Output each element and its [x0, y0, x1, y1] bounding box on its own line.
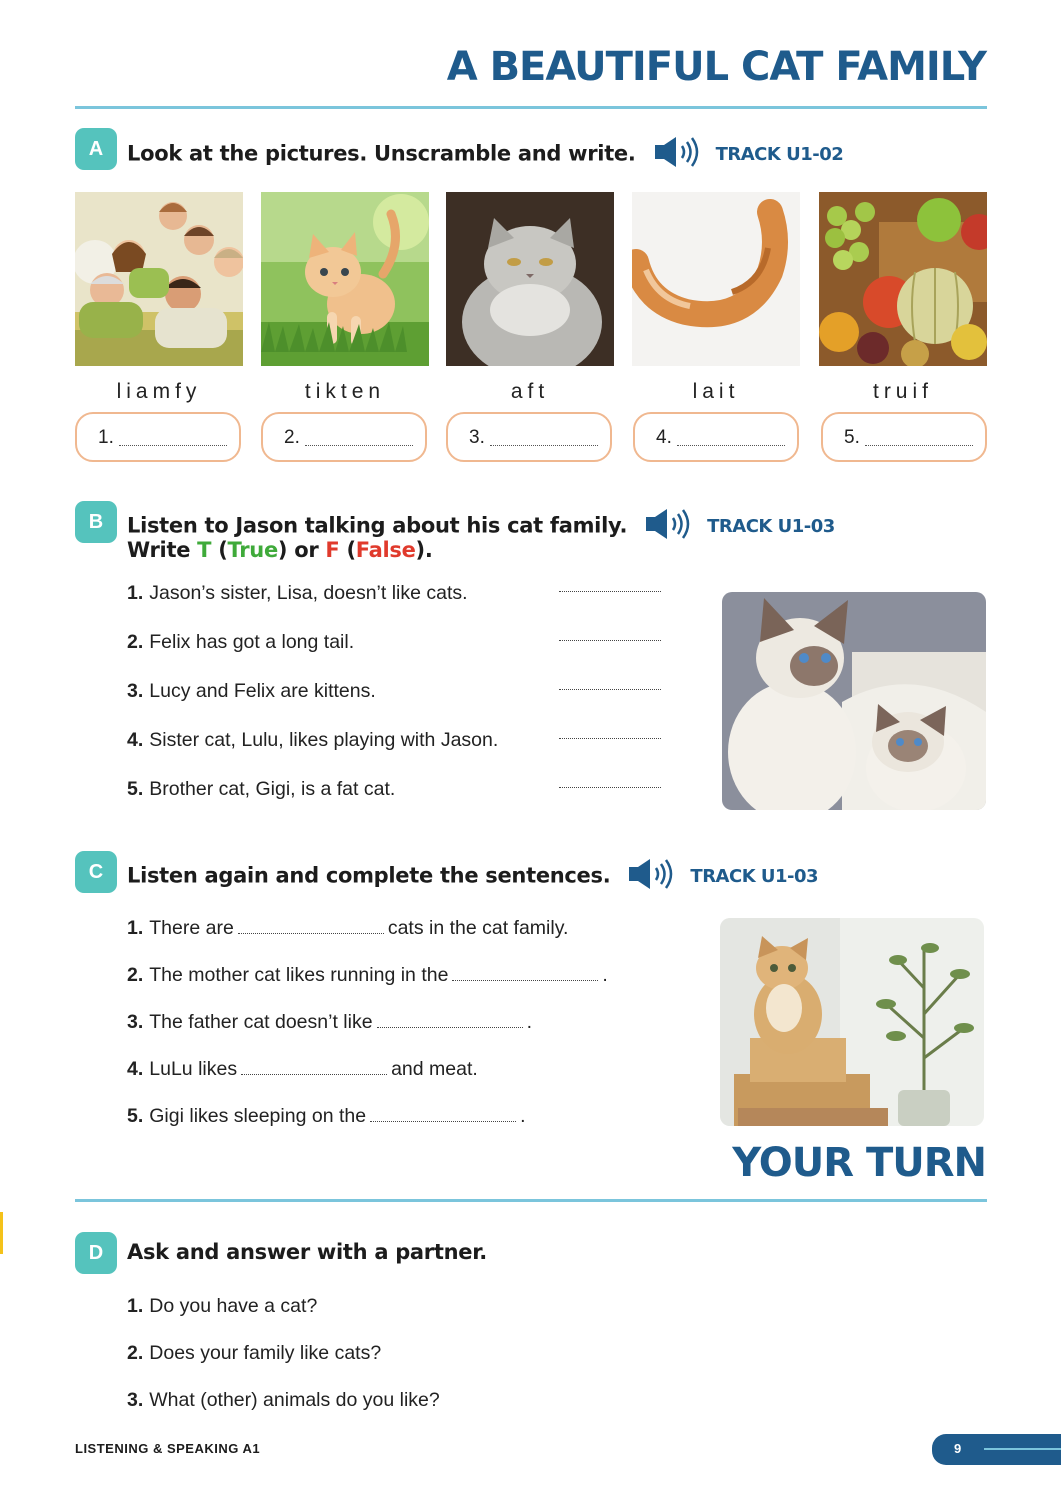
tf-answer-line-3[interactable]	[559, 689, 661, 690]
answer-blank[interactable]	[119, 445, 227, 446]
item-text: Do you have a cat?	[149, 1295, 318, 1317]
item-text: Brother cat, Gigi, is a fat cat.	[149, 778, 396, 800]
title-divider	[75, 106, 987, 109]
item-text-before: The father cat doesn’t like	[149, 1011, 373, 1033]
complete-item-3	[127, 1011, 532, 1034]
section-b-badge: B	[75, 501, 117, 543]
section-b-instruction-text: Listen to Jason talking about his cat family.	[127, 513, 628, 538]
section-a-badge: A	[75, 128, 117, 170]
item-number: 5.	[127, 1105, 144, 1127]
item-number: 5.	[127, 778, 144, 800]
scrambled-word-4: lait	[692, 380, 740, 403]
footer-book-title: LISTENING & SPEAKING A1	[75, 1441, 261, 1456]
scrambled-word-5: truif	[872, 380, 933, 403]
kitten-photo	[261, 192, 429, 366]
answer-number: 1.	[98, 427, 114, 448]
page-number-tab	[932, 1434, 1061, 1465]
speaker-icon[interactable]	[627, 858, 679, 895]
scrambled-word-1: liamfy	[116, 380, 202, 403]
speaker-icon[interactable]	[644, 508, 696, 545]
answer-blank[interactable]	[865, 445, 973, 446]
item-number: 2.	[127, 631, 144, 653]
section-a-instruction-text: Look at the pictures. Unscramble and write.	[127, 141, 636, 166]
sentence-blank[interactable]	[238, 933, 384, 934]
section-d-badge: D	[75, 1232, 117, 1274]
page-number: 9	[954, 1441, 962, 1456]
item-text-after: .	[602, 964, 608, 986]
fruit-basket-photo	[819, 192, 987, 366]
cat-tail-photo	[632, 192, 800, 366]
item-number: 1.	[127, 917, 144, 939]
fat-cat-photo	[446, 192, 614, 366]
item-number: 1.	[127, 1295, 144, 1317]
your-turn-divider	[75, 1199, 987, 1202]
section-c-instruction-text: Listen again and complete the sentences.	[127, 863, 611, 888]
scrambled-word-2: tikten	[304, 380, 386, 403]
item-text-before: Gigi likes sleeping on the	[149, 1105, 367, 1127]
tf-item-1	[127, 582, 468, 605]
speaker-icon[interactable]	[653, 136, 705, 173]
family-photo	[75, 192, 243, 366]
question-item-1	[127, 1295, 317, 1318]
answer-number: 2.	[284, 427, 300, 448]
item-text-after: .	[520, 1105, 526, 1127]
answer-blank[interactable]	[305, 445, 413, 446]
item-text: Does your family like cats?	[149, 1342, 382, 1364]
sentence-blank[interactable]	[241, 1074, 387, 1075]
item-text-after: and meat.	[391, 1058, 478, 1080]
page-title: A BEAUTIFUL CAT FAMILY	[446, 44, 986, 90]
tf-item-2	[127, 631, 354, 654]
tf-item-4	[127, 729, 498, 752]
answer-box-2[interactable]	[261, 412, 427, 462]
section-c-track: TRACK U1-03	[690, 866, 819, 887]
item-text: Sister cat, Lulu, likes playing with Jason.	[149, 729, 499, 751]
question-item-2	[127, 1342, 381, 1365]
item-number: 2.	[127, 1342, 144, 1364]
item-text-before: There are	[149, 917, 234, 939]
item-number: 4.	[127, 1058, 144, 1080]
tf-item-5	[127, 778, 395, 801]
answer-box-5[interactable]	[821, 412, 987, 462]
section-c-badge: C	[75, 851, 117, 893]
picture-row	[75, 192, 987, 366]
section-b-subinstruction: Write T (True) or F (False).	[127, 538, 433, 562]
item-text-after: .	[526, 1011, 532, 1033]
scrambled-word-3: aft	[510, 380, 550, 403]
true-word: True	[227, 538, 278, 562]
complete-item-5	[127, 1105, 525, 1128]
sentence-blank[interactable]	[452, 980, 598, 981]
answer-blank[interactable]	[490, 445, 598, 446]
item-text-before: The mother cat likes running in the	[149, 964, 449, 986]
answer-box-4[interactable]	[633, 412, 799, 462]
two-cats-photo	[722, 592, 986, 810]
or-label: or	[294, 538, 319, 562]
section-a-track: TRACK U1-02	[715, 144, 844, 165]
false-letter: F	[325, 538, 340, 562]
question-item-3	[127, 1389, 440, 1412]
true-letter: T	[197, 538, 212, 562]
your-turn-heading: YOUR TURN	[732, 1140, 986, 1186]
section-c-instruction	[127, 858, 818, 895]
item-number: 3.	[127, 680, 144, 702]
answer-blank[interactable]	[677, 445, 785, 446]
answer-number: 5.	[844, 427, 860, 448]
complete-item-4	[127, 1058, 478, 1081]
complete-item-1	[127, 917, 568, 940]
item-number: 2.	[127, 964, 144, 986]
complete-item-2	[127, 964, 608, 987]
item-number: 3.	[127, 1389, 144, 1411]
tf-answer-line-1[interactable]	[559, 591, 661, 592]
item-text: Lucy and Felix are kittens.	[149, 680, 376, 702]
item-number: 3.	[127, 1011, 144, 1033]
sentence-blank[interactable]	[377, 1027, 523, 1028]
false-word: False	[355, 538, 416, 562]
section-d-instruction: Ask and answer with a partner.	[127, 1240, 487, 1264]
answer-box-3[interactable]	[446, 412, 612, 462]
section-b-track: TRACK U1-03	[707, 516, 835, 537]
tf-answer-line-5[interactable]	[559, 787, 661, 788]
tf-answer-line-2[interactable]	[559, 640, 661, 641]
tf-answer-line-4[interactable]	[559, 738, 661, 739]
item-number: 1.	[127, 582, 144, 604]
item-number: 4.	[127, 729, 144, 751]
answer-number: 3.	[469, 427, 485, 448]
item-text-after: cats in the cat family.	[387, 917, 569, 939]
item-text-before: LuLu likes	[149, 1058, 238, 1080]
item-text: Felix has got a long tail.	[149, 631, 355, 653]
item-text: What (other) animals do you like?	[149, 1389, 440, 1411]
edge-tab-marker	[0, 1212, 3, 1254]
answer-number: 4.	[656, 427, 672, 448]
answer-box-1[interactable]	[75, 412, 241, 462]
sentence-blank[interactable]	[370, 1121, 516, 1122]
write-label: Write	[127, 538, 191, 562]
tf-item-3	[127, 680, 376, 703]
cat-on-stool-photo	[720, 918, 984, 1126]
section-a-instruction	[127, 136, 843, 173]
page-tab-line	[984, 1448, 1061, 1450]
item-text: Jason’s sister, Lisa, doesn’t like cats.	[149, 582, 468, 604]
